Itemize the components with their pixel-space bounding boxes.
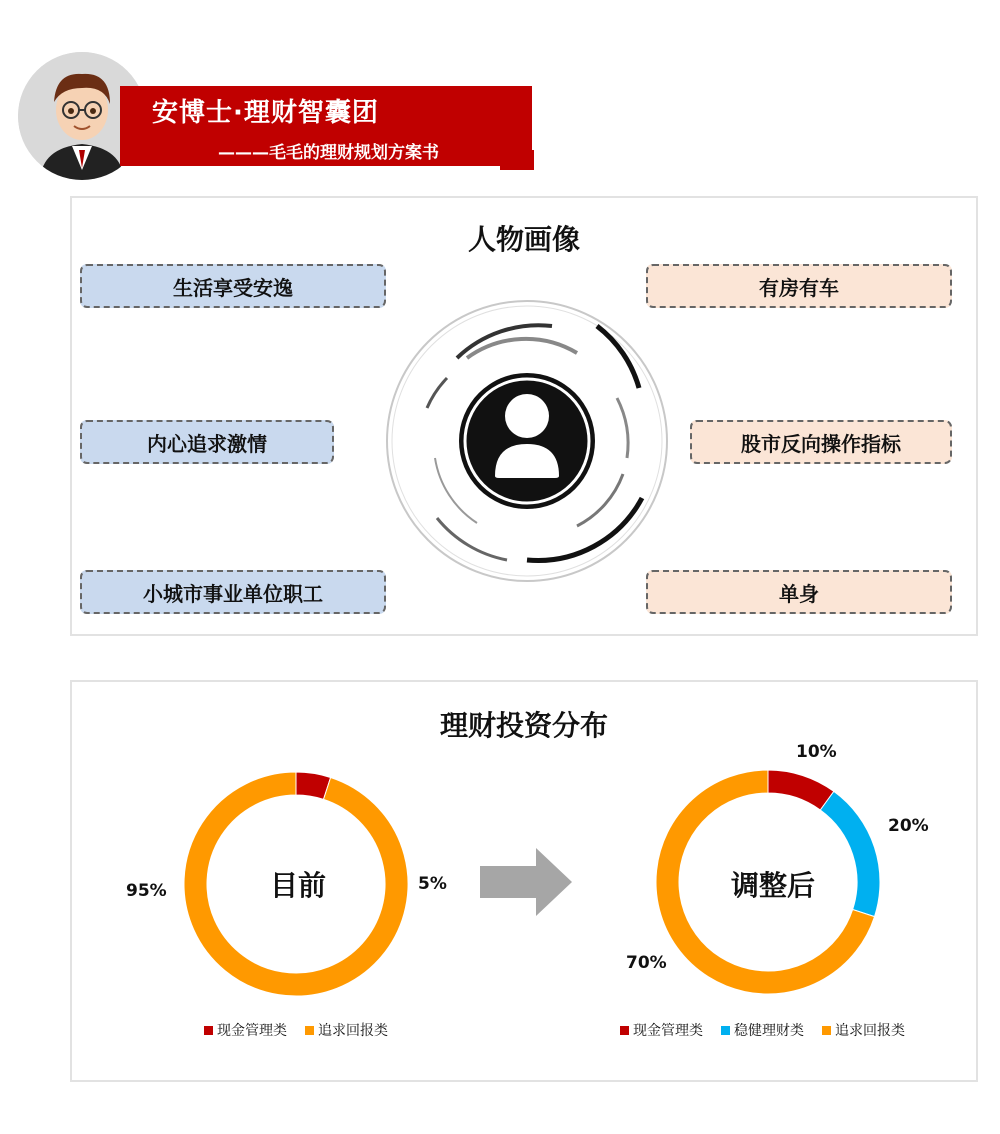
donut-adjusted-label-steady: 20% — [888, 816, 929, 836]
legend-label: 追求回报类 — [835, 1023, 905, 1039]
persona-tag-right-2: 股市反向操作指标 — [690, 420, 952, 464]
donut-adjusted-label-return: 70% — [626, 953, 667, 973]
legend-swatch-return — [822, 1026, 831, 1035]
header-subtitle: ———毛毛的理财规划方案书 — [218, 143, 439, 163]
persona-tag-left-1: 生活享受安逸 — [80, 264, 386, 308]
legend-swatch-cash — [620, 1026, 629, 1035]
legend-swatch-steady — [721, 1026, 730, 1035]
persona-panel — [70, 196, 978, 636]
donut-slice-0 — [768, 770, 834, 810]
legend-item — [822, 1020, 905, 1040]
persona-center-graphic — [377, 298, 677, 598]
legend-swatch-return — [305, 1026, 314, 1035]
persona-tag-right-3: 单身 — [646, 570, 952, 614]
investment-title: 理财投资分布 — [439, 709, 608, 742]
right-arrow-icon — [480, 848, 572, 916]
header-title: 安博士·理财智囊团 — [152, 98, 379, 128]
donut-current-center-label: 目前 — [270, 869, 327, 902]
donut-adjusted-label-cash: 10% — [796, 742, 837, 762]
persona-tag-left-3: 小城市事业单位职工 — [80, 570, 386, 614]
legend-current — [204, 1020, 388, 1040]
legend-item — [305, 1020, 388, 1040]
persona-tag-left-2: 内心追求激情 — [80, 420, 334, 464]
donut-slice-1 — [820, 791, 880, 916]
header-banner-tail — [500, 150, 534, 170]
user-icon — [459, 373, 595, 509]
persona-title: 人物画像 — [467, 223, 580, 256]
legend-item — [721, 1020, 804, 1040]
donut-current-label-return: 95% — [126, 881, 167, 901]
legend-label: 现金管理类 — [217, 1023, 287, 1039]
legend-label: 现金管理类 — [633, 1023, 703, 1039]
donut-current-label-cash: 5% — [418, 874, 447, 894]
persona-tag-right-1: 有房有车 — [646, 264, 952, 308]
legend-swatch-cash — [204, 1026, 213, 1035]
legend-item — [204, 1020, 287, 1040]
legend-adjusted — [620, 1020, 905, 1040]
legend-label: 稳健理财类 — [734, 1023, 804, 1039]
donut-adjusted-center-label: 调整后 — [731, 869, 816, 902]
legend-label: 追求回报类 — [318, 1023, 388, 1039]
legend-item — [620, 1020, 703, 1040]
